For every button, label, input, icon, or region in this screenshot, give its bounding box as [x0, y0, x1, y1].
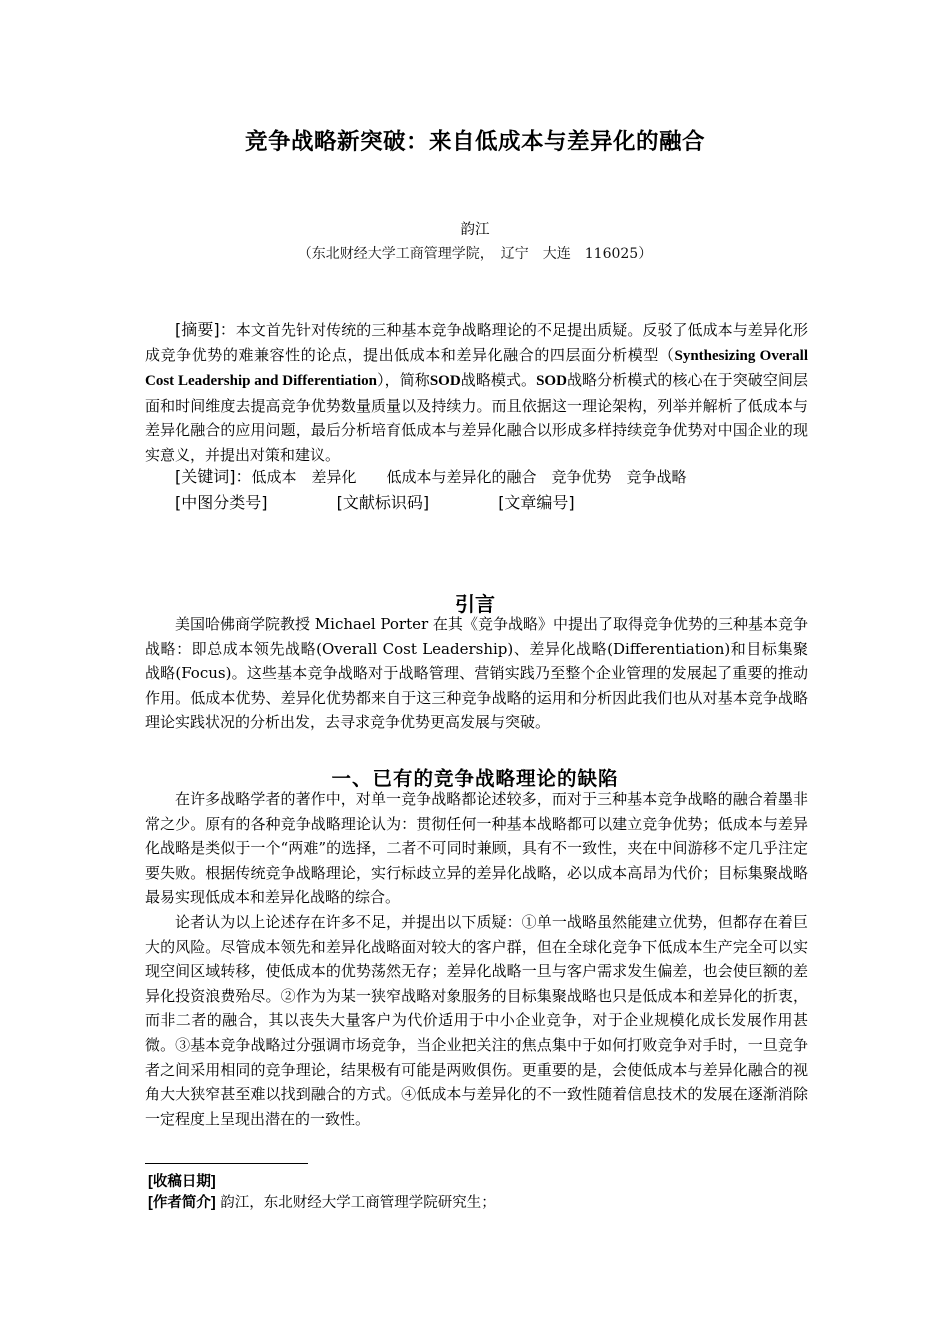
doc-code-label: [文献标识码]	[336, 493, 430, 512]
intro-paragraph: 美国哈佛商学院教授 Michael Porter 在其《竞争战略》中提出了取得竞争优势的三种基本竞争战略：即总成本领先战略(Overall Cost Leadership)、差异化战略(Differentiation)和目标集聚战略(Focus)。这些基本竞争战略对于战略管理、营销实践乃至整个企业管理的发展起了重要的推动作用。低成本优势、差异化优势都来自于这三种竞争战略的运用和分析因此我们也从对基本竞争战略理论实践状况的分析出发，去寻求竞争优势更高发展与突破。	[145, 615, 808, 732]
author-affiliation: （东北财经大学工商管理学院， 辽宁 大连 116025）	[297, 246, 653, 262]
abstract-model-name: Synthesizing Overall Cost Leadership and Differentiation	[145, 347, 808, 390]
author-intro-text: 韵江，东北财经大学工商管理学院研究生；	[220, 1195, 496, 1211]
keywords-line	[145, 465, 808, 489]
footnote-divider	[145, 1163, 308, 1164]
keywords-label: [关键词]：	[175, 467, 252, 486]
classification-line	[175, 490, 639, 513]
received-label: [收稿日期]	[148, 1174, 216, 1190]
footnote-received	[148, 1170, 216, 1191]
paper-title: 竞争战略新突破：来自低成本与差异化的融合	[244, 129, 705, 155]
section1-paragraph-2: 论者认为以上论述存在许多不足，并提出以下质疑：①单一战略虽然能建立优势，但都存在着巨大的风险。尽管成本领先和差异化战略面对较大的客户群，但在全球化竞争下低成本生产完全可以实现空间区域转移，使低成本的优势荡然无存；差异化战略一旦与客户需求发生偏差，也会使巨额的差异化投资浪费殆尽。②作为为某一狭窄战略对象服务的目标集聚战略也只是低成本和差异化的折衷，而非二者的融合，其以丧失大量客户为代价适用于中小企业竞争，对于企业规模化成长发展作用甚微。③基本竞争战略过分强调市场竞争，当企业把关注的焦点集中于如何打败竞争对手时，一旦竞争者之间采用相同的竞争理论，结果极有可能是两败俱伤。更重要的是，会使低成本与差异化融合的视角大大狭窄甚至难以找到融合的方式。④低成本与差异化的不一致性随着信息技术的发展在逐渐消除一定程度上呈现出潜在的一致性。	[145, 912, 808, 1128]
keywords-text: 低成本 差异化 低成本与差异化的融合 竞争优势 竞争战略	[251, 468, 687, 486]
author-intro-label: [作者简介]	[148, 1195, 216, 1211]
abstract-paragraph	[145, 318, 808, 468]
abstract-text-3: 战略模式。	[460, 371, 537, 390]
article-no-label: [文章编号]	[498, 493, 575, 512]
section1-body	[145, 787, 808, 1131]
intro-heading: 引言	[455, 592, 495, 616]
abstract-text-4: 战略分析模式的核心在于突破空间层面和时间维度去提高竞争优势数量质量以及持续力。而且依据这一理论架构，列举并解析了低成本与差异化融合的应用问题，最后分析培育低成本与差异化融合以形成多样持续竞争优势对中国企业的现实意义，并提出对策和建议。	[145, 371, 808, 464]
section1-paragraph-1: 在许多战略学者的著作中，对单一竞争战略都论述较多，而对于三种基本竞争战略的融合着墨非常之少。原有的各种竞争战略理论认为：贯彻任何一种基本战略都可以建立竞争优势；低成本与差异化战略是类似于一个“两难”的选择，二者不可同时兼顾，具有不一致性，夹在中间游移不定几乎注定要失败。根据传统竞争战略理论，实行标歧立异的差异化战略，必以成本高昂为代价；目标集聚战略最易实现低成本和差异化战略的综合。	[145, 790, 808, 907]
author-name: 韵江	[460, 222, 490, 238]
abstract-label: [摘要]：	[175, 320, 236, 339]
clc-label: [中图分类号]	[175, 493, 268, 512]
abstract-sod-2: SOD	[536, 373, 567, 390]
abstract-text-1: 本文首先针对传统的三种基本竞争战略理论的不足提出质疑。反驳了低成本与差异化形成竞争优势的难兼容性的论点，提出低成本和差异化融合的四层面分析模型（	[145, 321, 808, 364]
abstract-text-2: ），简称	[377, 371, 430, 390]
section1-heading: 一、已有的竞争战略理论的缺陷	[331, 767, 619, 790]
footnote-author	[148, 1191, 496, 1212]
abstract-sod-1: SOD	[429, 373, 461, 390]
